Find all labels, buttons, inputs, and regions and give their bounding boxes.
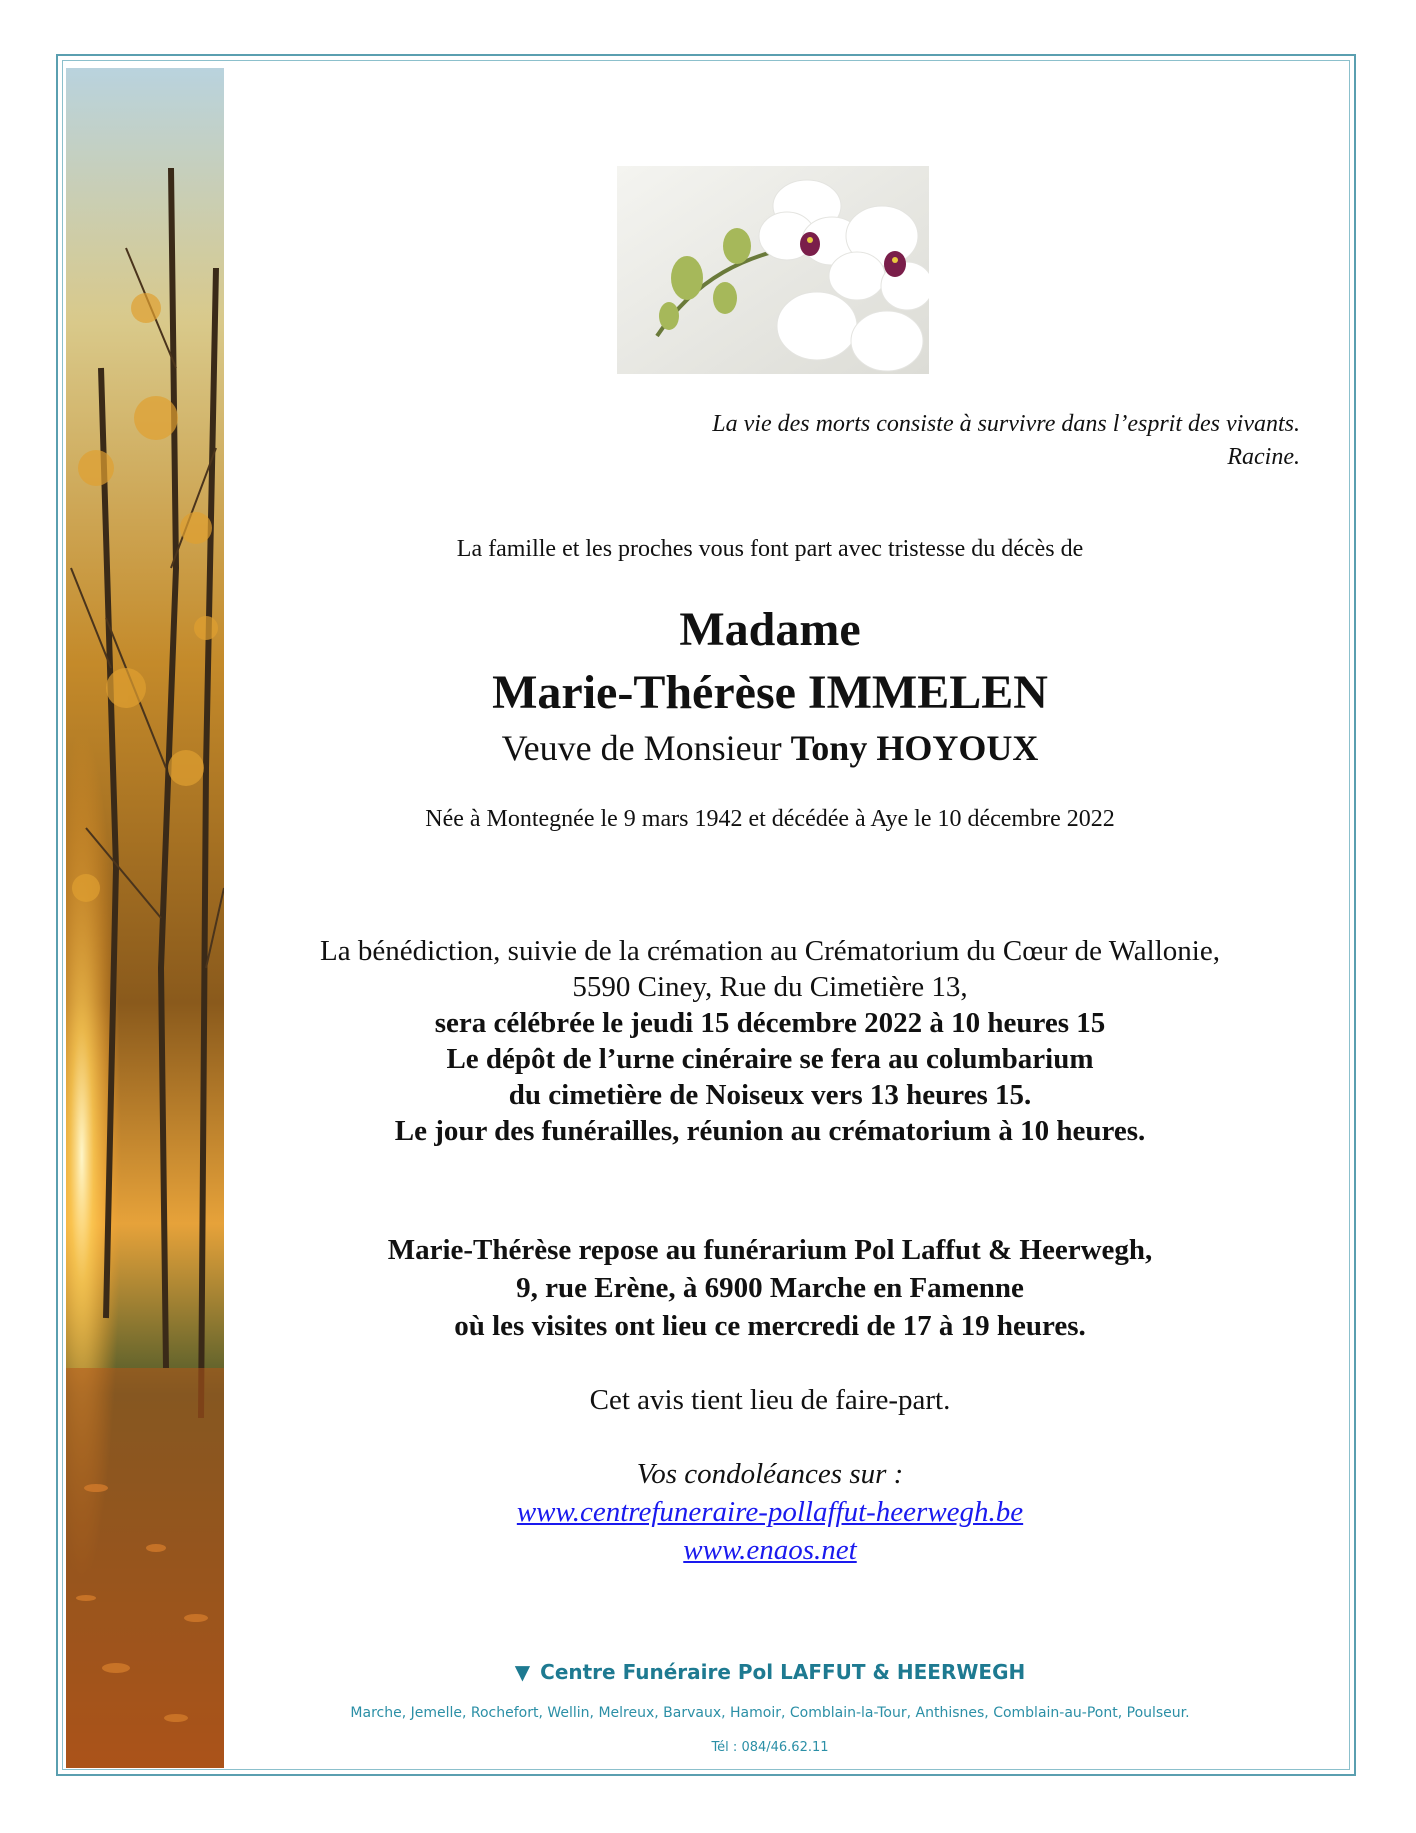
deceased-name: Marie-Thérèse IMMELEN	[492, 666, 1048, 719]
visitation-line: 9, rue Erène, à 6900 Marche en Famenne	[516, 1272, 1024, 1304]
condolences-intro: Vos condoléances sur :	[636, 1458, 904, 1490]
birth-death-dates: Née à Montegnée le 9 mars 1942 et décédée à Aye le 10 décembre 2022	[425, 806, 1115, 832]
ceremony-line: 5590 Ciney, Rue du Cimetière 13,	[572, 971, 968, 1003]
footer-towns: Marche, Jemelle, Rochefort, Wellin, Melreux, Barvaux, Hamoir, Comblain-la-Tour, Anthisnes, Comblain-au-Pont, Poulseur.	[350, 1705, 1190, 1721]
condolences	[230, 1455, 1310, 1569]
condolences-link-enaos[interactable]: www.enaos.net	[683, 1534, 857, 1566]
ceremony-line: Le dépôt de l’urne cinéraire se fera au columbarium	[446, 1043, 1094, 1075]
footer-phone: Tél : 084/46.62.11	[711, 1740, 829, 1755]
ceremony-line: Le jour des funérailles, réunion au crématorium à 10 heures.	[394, 1115, 1146, 1147]
widow-prefix: Veuve de Monsieur	[501, 728, 782, 768]
notice-text: Cet avis tient lieu de faire-part.	[589, 1384, 951, 1416]
visitation-line: Marie-Thérèse repose au funérarium Pol Laffut & Heerwegh,	[387, 1234, 1153, 1266]
epigraph	[500, 408, 1300, 474]
widow-line	[230, 727, 1310, 769]
announcement: La famille et les proches vous font part avec tristesse du décès de	[456, 536, 1084, 562]
condolences-link-funeral-center[interactable]: www.centrefuneraire-pollaffut-heerwegh.be	[516, 1496, 1024, 1528]
ceremony-line: sera célébrée le jeudi 15 décembre 2022 à 10 heures 15	[434, 1007, 1106, 1039]
footer-company-name: Centre Funéraire Pol LAFFUT & HEERWEGH	[540, 1660, 1026, 1684]
visitation-line: où les visites ont lieu ce mercredi de 17 à 19 heures.	[454, 1310, 1086, 1342]
epigraph-text: La vie des morts consiste à survivre dans l’esprit des vivants.	[712, 411, 1300, 437]
visitation-details	[230, 1231, 1310, 1345]
epigraph-author: Racine.	[1227, 444, 1300, 470]
orchid-image	[617, 166, 929, 374]
ceremony-line: du cimetière de Noiseux vers 13 heures 15.	[508, 1079, 1032, 1111]
triangle-down-icon: ▼	[514, 1660, 531, 1684]
ceremony-details	[230, 933, 1310, 1149]
autumn-forest-image	[66, 68, 224, 1768]
deceased-title: Madame	[679, 603, 861, 656]
widow-name: Tony HOYOUX	[790, 728, 1039, 768]
ceremony-line: La bénédiction, suivie de la crémation au Crématorium du Cœur de Wallonie,	[320, 935, 1220, 967]
footer-company	[230, 1660, 1310, 1684]
